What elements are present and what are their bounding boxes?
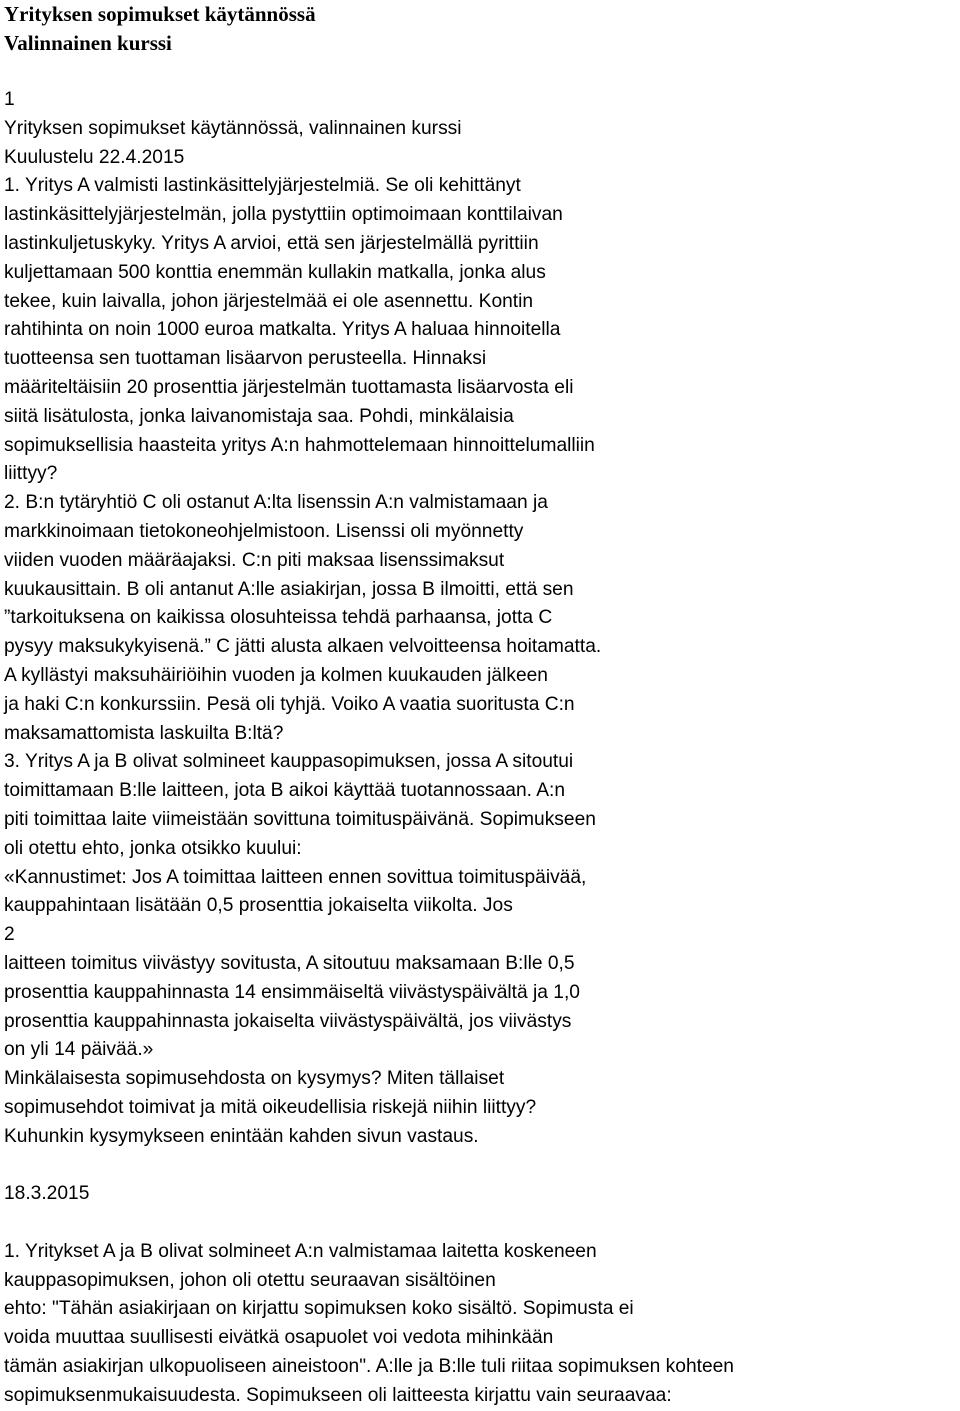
document-title: Yrityksen sopimukset käytännössä [4, 2, 316, 26]
text-line: pysyy maksukykyisenä.” C jätti alusta alkaen velvoitteensa hoitamatta. [4, 636, 602, 658]
text-line: 1. Yritykset A ja B olivat solmineet A:n valmistamaa laitetta koskeneen [4, 1240, 597, 1262]
text-line: lastinkäsittelyjärjestelmän, jolla pystyttiin optimoimaan konttilaivan [4, 204, 563, 226]
text-line: ehto: "Tähän asiakirjaan on kirjattu sopimuksen koko sisältö. Sopimusta ei [4, 1298, 634, 1320]
text-line [4, 1151, 960, 1180]
text-line: 2 [4, 924, 15, 946]
text-line: sopimusehdot toimivat ja mitä oikeudellisia riskejä niihin liittyy? [4, 1096, 537, 1118]
text-line: siitä lisätulosta, jonka laivanomistaja saa. Pohdi, minkälaisia [4, 405, 514, 427]
text-line: Kuhunkin kysymykseen enintään kahden sivun vastaus. [4, 1125, 479, 1147]
text-line: sopimuksellisia haasteita yritys A:n hahmottelemaan hinnoittelumalliin [4, 434, 595, 456]
text-line: oli otettu ehto, jonka otsikko kuului: [4, 837, 302, 859]
text-line: Kuulustelu 22.4.2015 [4, 146, 185, 168]
text-line: viiden vuoden määräajaksi. C:n piti maksaa lisenssimaksut [4, 549, 505, 571]
text-line: rahtihinta on noin 1000 euroa matkalta. Yritys A haluaa hinnoitella [4, 319, 561, 341]
document-heading [4, 0, 316, 58]
text-line: kuljettamaan 500 konttia enemmän kullakin matkalla, jonka alus [4, 261, 546, 283]
text-line: kuukausittain. B oli antanut A:lle asiakirjan, jossa B ilmoitti, että sen [4, 578, 574, 600]
text-line: «Kannustimet: Jos A toimittaa laitteen ennen sovittua toimituspäivää, [4, 866, 587, 888]
text-line: 18.3.2015 [4, 1183, 90, 1205]
text-line: ”tarkoituksena on kaikissa olosuhteissa tehdä parhaansa, jotta C [4, 607, 553, 629]
text-line: on yli 14 päivää.» [4, 1039, 154, 1061]
text-line: kauppasopimuksen, johon oli otettu seuraavan sisältöinen [4, 1269, 496, 1291]
text-line: tekee, kuin laivalla, johon järjestelmää ei ole asennettu. Kontin [4, 290, 534, 312]
text-line: piti toimittaa laite viimeistään sovittuna toimituspäivänä. Sopimukseen [4, 808, 596, 830]
text-line: 2. B:n tytäryhtiö C oli ostanut A:lta lisenssin A:n valmistamaan ja [4, 492, 548, 514]
text-line: 3. Yritys A ja B olivat solmineet kauppasopimuksen, jossa A sitoutui [4, 751, 574, 773]
text-line: määriteltäisiin 20 prosenttia järjestelmän tuottamasta lisäarvosta eli [4, 376, 574, 398]
text-line: ja haki C:n konkurssiin. Pesä oli tyhjä. Voiko A vaatia suoritusta C:n [4, 693, 575, 715]
text-line: prosenttia kauppahinnasta 14 ensimmäiseltä viivästyspäivältä ja 1,0 [4, 981, 580, 1003]
text-line: prosenttia kauppahinnasta jokaiselta viivästyspäivältä, jos viivästys [4, 1010, 572, 1032]
document-subtitle: Valinnainen kurssi [4, 31, 172, 55]
text-line: Yrityksen sopimukset käytännössä, valinnainen kurssi [4, 117, 462, 139]
text-line: toimittamaan B:lle laitteen, jota B aikoi käyttää tuotannossaan. A:n [4, 780, 566, 802]
text-line: markkinoimaan tietokoneohjelmistoon. Lisenssi oli myönnetty [4, 520, 524, 542]
text-line: kauppahintaan lisätään 0,5 prosenttia jokaiselta viikolta. Jos [4, 895, 513, 917]
text-line [4, 1209, 960, 1238]
text-line: laitteen toimitus viivästyy sovitusta, A sitoutuu maksamaan B:lle 0,5 [4, 952, 575, 974]
text-line: 1. Yritys A valmisti lastinkäsittelyjärjestelmiä. Se oli kehittänyt [4, 175, 521, 197]
text-line: Minkälaisesta sopimusehdosta on kysymys? Miten tällaiset [4, 1068, 505, 1090]
document-body [4, 86, 960, 1411]
text-line: lastinkuljetuskyky. Yritys A arvioi, että sen järjestelmällä pyrittiin [4, 232, 539, 254]
text-line: maksamattomista laskuilta B:ltä? [4, 722, 284, 744]
text-line: voida muuttaa suullisesti eivätkä osapuolet voi vedota mihinkään [4, 1327, 554, 1349]
text-line: sopimuksenmukaisuudesta. Sopimukseen oli laitteesta kirjattu vain seuraavaa: [4, 1384, 672, 1406]
text-line: liittyy? [4, 463, 58, 485]
text-line: 1 [4, 89, 15, 110]
text-line: A kyllästyi maksuhäiriöihin vuoden ja kolmen kuukauden jälkeen [4, 664, 548, 686]
text-line: tämän asiakirjan ulkopuoliseen aineistoon". A:lle ja B:lle tuli riitaa sopimuksen kohteen [4, 1356, 734, 1378]
text-line: tuotteensa sen tuottaman lisäarvon perusteella. Hinnaksi [4, 348, 487, 370]
